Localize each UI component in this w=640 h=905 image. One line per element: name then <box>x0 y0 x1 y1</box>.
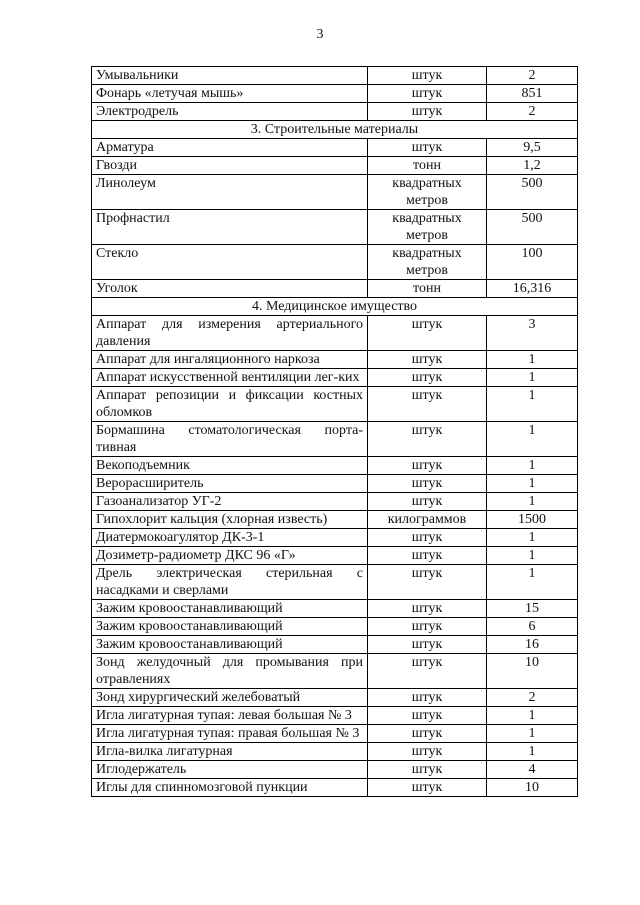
quantity-cell: 1 <box>487 707 578 725</box>
table-row <box>92 85 578 103</box>
item-name-cell: Игла лигатурная тупая: левая большая № 3 <box>92 707 368 725</box>
quantity-cell: 1 <box>487 387 578 422</box>
unit-cell: штук <box>368 636 487 654</box>
unit-cell: штук <box>368 779 487 797</box>
item-name-cell: Электродрель <box>92 103 368 121</box>
quantity-cell: 15 <box>487 600 578 618</box>
quantity-cell: 500 <box>487 210 578 245</box>
table-row <box>92 707 578 725</box>
quantity-cell: 1 <box>487 475 578 493</box>
quantity-cell: 3 <box>487 316 578 351</box>
table-row <box>92 600 578 618</box>
item-name-cell: Аппарат репозиции и фиксации костных обломков <box>92 387 368 422</box>
section-header-row <box>92 298 578 316</box>
unit-cell: штук <box>368 457 487 475</box>
table-row <box>92 316 578 351</box>
item-name-cell: Дозиметр-радиометр ДКС 96 «Г» <box>92 547 368 565</box>
unit-cell: штук <box>368 316 487 351</box>
unit-cell: штук <box>368 761 487 779</box>
table-row <box>92 475 578 493</box>
item-name-cell: Игла лигатурная тупая: правая большая № 3 <box>92 725 368 743</box>
quantity-cell: 1 <box>487 565 578 600</box>
unit-cell: штук <box>368 707 487 725</box>
table-row <box>92 565 578 600</box>
unit-cell: штук <box>368 369 487 387</box>
quantity-cell: 1 <box>487 422 578 457</box>
table-row <box>92 210 578 245</box>
table-row <box>92 529 578 547</box>
item-name-cell: Аппарат для ингаляционного наркоза <box>92 351 368 369</box>
item-name-cell: Стекло <box>92 245 368 280</box>
item-name-cell: Зажим кровоостанавливающий <box>92 600 368 618</box>
unit-cell: штук <box>368 618 487 636</box>
item-name-cell: Гипохлорит кальция (хлорная известь) <box>92 511 368 529</box>
item-name-cell: Диатермокоагулятор ДК-3-1 <box>92 529 368 547</box>
unit-cell: квадратных метров <box>368 210 487 245</box>
unit-cell: штук <box>368 103 487 121</box>
quantity-cell: 1 <box>487 369 578 387</box>
unit-cell: штук <box>368 351 487 369</box>
unit-cell: штук <box>368 689 487 707</box>
unit-cell: тонн <box>368 280 487 298</box>
unit-cell: штук <box>368 743 487 761</box>
item-name-cell: Умывальники <box>92 67 368 85</box>
item-name-cell: Газоанализатор УГ-2 <box>92 493 368 511</box>
quantity-cell: 1,2 <box>487 157 578 175</box>
unit-cell: штук <box>368 529 487 547</box>
quantity-cell: 1 <box>487 547 578 565</box>
quantity-cell: 9,5 <box>487 139 578 157</box>
item-name-cell: Аппарат для измерения артериального давления <box>92 316 368 351</box>
quantity-cell: 1 <box>487 457 578 475</box>
table-row <box>92 280 578 298</box>
table-row <box>92 245 578 280</box>
quantity-cell: 1 <box>487 493 578 511</box>
quantity-cell: 6 <box>487 618 578 636</box>
quantity-cell: 2 <box>487 103 578 121</box>
unit-cell: квадратных метров <box>368 245 487 280</box>
table-row <box>92 743 578 761</box>
quantity-cell: 100 <box>487 245 578 280</box>
table-row <box>92 67 578 85</box>
table-row <box>92 422 578 457</box>
item-name-cell: Иглодержатель <box>92 761 368 779</box>
table-row <box>92 636 578 654</box>
unit-cell: штук <box>368 387 487 422</box>
unit-cell: штук <box>368 493 487 511</box>
item-name-cell: Бормашина стоматологическая порта-тивная <box>92 422 368 457</box>
unit-cell: тонн <box>368 157 487 175</box>
table-row <box>92 457 578 475</box>
unit-cell: штук <box>368 565 487 600</box>
unit-cell: штук <box>368 422 487 457</box>
item-name-cell: Иглы для спинномозговой пункции <box>92 779 368 797</box>
unit-cell: штук <box>368 600 487 618</box>
item-name-cell: Дрель электрическая стерильная с насадками и сверлами <box>92 565 368 600</box>
unit-cell: штук <box>368 139 487 157</box>
table-row <box>92 103 578 121</box>
quantity-cell: 10 <box>487 779 578 797</box>
table-row <box>92 139 578 157</box>
item-name-cell: Зонд желудочный для промывания при отравлениях <box>92 654 368 689</box>
item-name-cell: Арматура <box>92 139 368 157</box>
quantity-cell: 851 <box>487 85 578 103</box>
quantity-cell: 1 <box>487 725 578 743</box>
item-name-cell: Линолеум <box>92 175 368 210</box>
table-row <box>92 779 578 797</box>
quantity-cell: 1500 <box>487 511 578 529</box>
item-name-cell: Верорасширитель <box>92 475 368 493</box>
table-row <box>92 761 578 779</box>
item-name-cell: Зажим кровоостанавливающий <box>92 636 368 654</box>
quantity-cell: 2 <box>487 689 578 707</box>
item-name-cell: Векоподъемник <box>92 457 368 475</box>
quantity-cell: 16,316 <box>487 280 578 298</box>
section-title: 4. Медицинское имущество <box>92 298 578 316</box>
table-row <box>92 547 578 565</box>
unit-cell: штук <box>368 67 487 85</box>
quantity-cell: 4 <box>487 761 578 779</box>
unit-cell: килограммов <box>368 511 487 529</box>
item-name-cell: Фонарь «летучая мышь» <box>92 85 368 103</box>
table-row <box>92 387 578 422</box>
quantity-cell: 2 <box>487 67 578 85</box>
table-row <box>92 511 578 529</box>
quantity-cell: 500 <box>487 175 578 210</box>
unit-cell: штук <box>368 725 487 743</box>
quantity-cell: 1 <box>487 351 578 369</box>
table-row <box>92 175 578 210</box>
inventory-table <box>91 66 578 797</box>
quantity-cell: 10 <box>487 654 578 689</box>
item-name-cell: Зонд хирургический желебоватый <box>92 689 368 707</box>
table-row <box>92 369 578 387</box>
section-title: 3. Строительные материалы <box>92 121 578 139</box>
unit-cell: штук <box>368 654 487 689</box>
quantity-cell: 1 <box>487 529 578 547</box>
item-name-cell: Гвозди <box>92 157 368 175</box>
table-row <box>92 493 578 511</box>
section-header-row <box>92 121 578 139</box>
table-row <box>92 725 578 743</box>
table-row <box>92 689 578 707</box>
unit-cell: квадратных метров <box>368 175 487 210</box>
item-name-cell: Аппарат искусственной вентиляции лег-ких <box>92 369 368 387</box>
page-number: 3 <box>316 27 324 42</box>
unit-cell: штук <box>368 547 487 565</box>
quantity-cell: 1 <box>487 743 578 761</box>
item-name-cell: Игла-вилка лигатурная <box>92 743 368 761</box>
table-row <box>92 618 578 636</box>
item-name-cell: Зажим кровоостанавливающий <box>92 618 368 636</box>
quantity-cell: 16 <box>487 636 578 654</box>
item-name-cell: Уголок <box>92 280 368 298</box>
unit-cell: штук <box>368 85 487 103</box>
table-row <box>92 654 578 689</box>
item-name-cell: Профнастил <box>92 210 368 245</box>
table-row <box>92 351 578 369</box>
table-row <box>92 157 578 175</box>
unit-cell: штук <box>368 475 487 493</box>
